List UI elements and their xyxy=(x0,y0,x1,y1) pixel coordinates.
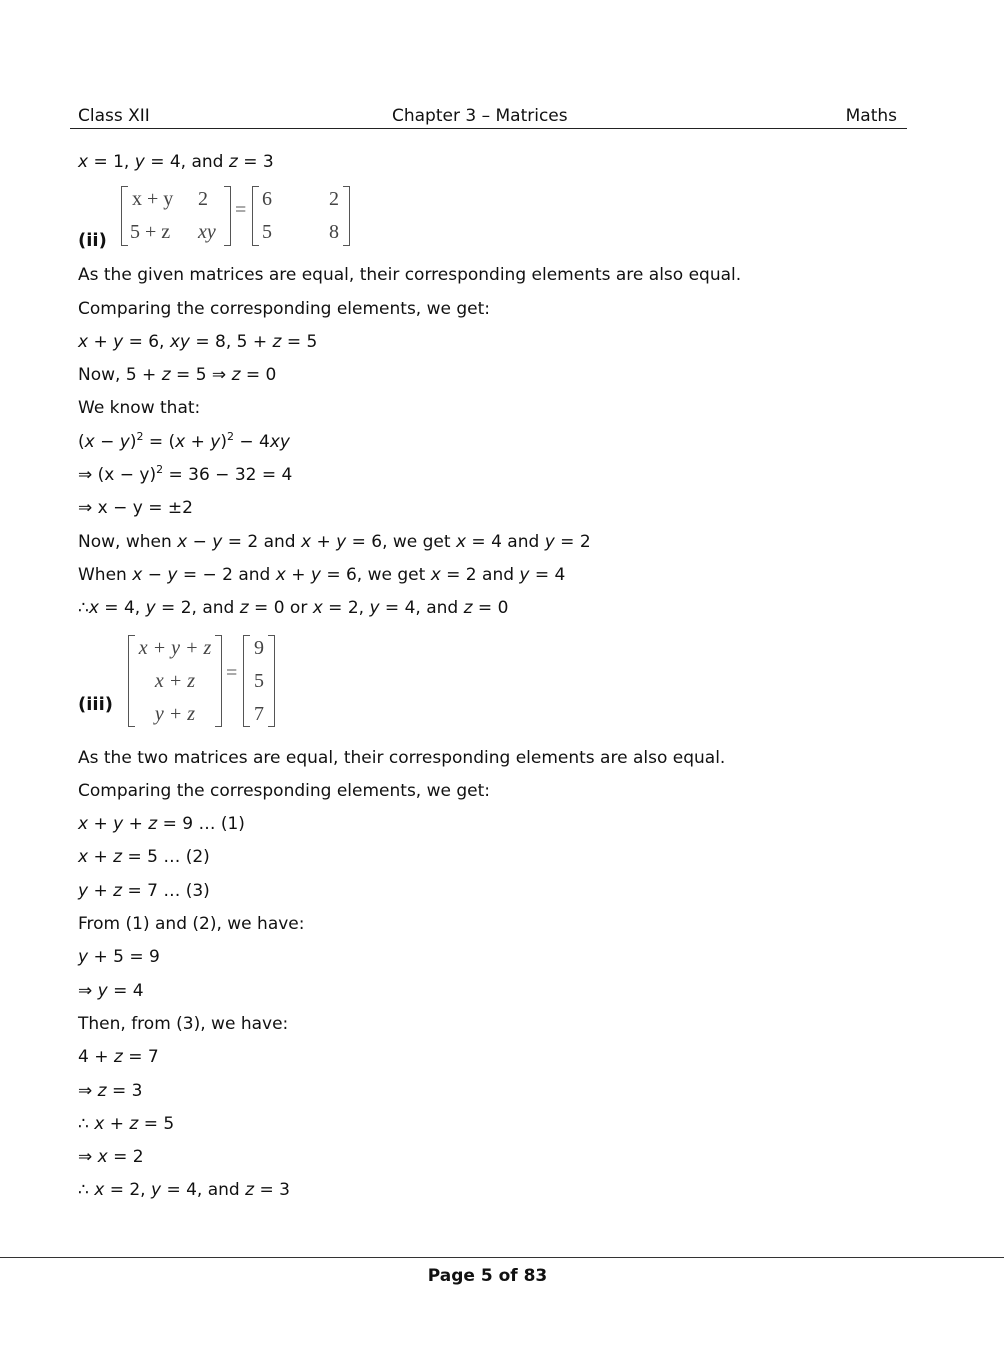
text-segment: We know that: xyxy=(78,398,201,419)
text-segment: + xyxy=(88,880,114,901)
text-segment: − xyxy=(94,431,120,452)
math-variable: z xyxy=(113,880,123,901)
text-line xyxy=(78,146,938,179)
text-line xyxy=(78,392,938,425)
math-variable: y xyxy=(113,814,124,835)
text-line xyxy=(78,1041,938,1074)
text-segment: + xyxy=(285,564,311,585)
footer-divider xyxy=(0,1257,1004,1258)
math-variable: xy xyxy=(269,431,290,452)
matrix-cell: 2 xyxy=(198,188,208,211)
math-variable: y xyxy=(145,598,156,619)
text-segment: From (1) and (2), we have: xyxy=(78,914,305,935)
math-variable: x xyxy=(275,564,286,585)
math-variable: xy xyxy=(169,331,190,352)
matrix-right xyxy=(252,186,350,246)
math-variable: x xyxy=(301,531,312,552)
text-segment: + xyxy=(311,531,337,552)
text-line xyxy=(78,293,938,326)
text-line xyxy=(78,1141,938,1174)
text-line xyxy=(78,492,938,525)
text-segment: = 5 xyxy=(138,1113,175,1134)
matrix-cell: 2 xyxy=(329,188,339,211)
math-variable: z xyxy=(129,1113,139,1134)
text-segment: Then, from (3), we have: xyxy=(78,1013,289,1034)
text-segment: = ( xyxy=(143,431,176,452)
matrix-equation-ii xyxy=(78,179,938,259)
math-variable: x xyxy=(430,564,441,585)
matrix-cell: 5 xyxy=(254,669,264,692)
text-line xyxy=(78,975,938,1008)
text-line xyxy=(78,526,938,559)
text-block xyxy=(78,146,938,179)
text-segment: ∴ xyxy=(78,598,89,619)
text-segment: = 7 xyxy=(122,1047,159,1068)
matrix-cell: 5 + z xyxy=(130,221,171,244)
text-block xyxy=(78,742,938,1208)
text-segment: + xyxy=(88,331,114,352)
text-segment: ⇒ xyxy=(78,1147,98,1168)
text-line xyxy=(78,1008,938,1041)
text-segment: ∴ xyxy=(78,1180,95,1201)
text-segment: = 3 xyxy=(254,1180,290,1201)
math-variable: z xyxy=(463,598,473,619)
matrix-cell: 7 xyxy=(254,702,264,725)
text-segment: = 5 ⇒ xyxy=(170,365,232,386)
math-variable: z xyxy=(148,814,158,835)
document-body xyxy=(78,146,938,1208)
math-variable: y xyxy=(336,531,347,552)
header-divider xyxy=(70,128,907,129)
math-variable: x xyxy=(88,598,99,619)
matrix-left xyxy=(121,186,231,246)
text-segment: + xyxy=(88,847,114,868)
text-segment: = 2, and xyxy=(155,598,240,619)
math-variable: x xyxy=(455,531,467,552)
text-segment: − xyxy=(187,531,213,552)
math-variable: x xyxy=(94,1180,105,1201)
text-segment: = 4 xyxy=(107,980,144,1001)
text-line xyxy=(78,359,938,392)
part-label: (iii) xyxy=(78,693,113,715)
text-segment: = 6, we get xyxy=(346,531,456,552)
text-segment: ( xyxy=(78,431,85,452)
text-segment: = 8, 5 + xyxy=(190,331,273,352)
text-segment: = 2, xyxy=(104,1180,151,1201)
text-segment: = 4, and xyxy=(379,598,464,619)
text-line xyxy=(78,1108,938,1141)
math-variable: z xyxy=(272,331,282,352)
matrix-cell: 6 xyxy=(262,188,272,211)
text-segment: = 7 … (3) xyxy=(122,880,210,901)
math-variable: y xyxy=(310,564,321,585)
matrix-cell: 5 xyxy=(262,221,272,244)
matrix-cell: x + y + z xyxy=(138,636,212,659)
text-segment: ⇒ xyxy=(78,1080,98,1101)
matrix-cell: y + z xyxy=(154,702,196,725)
math-variable: x xyxy=(78,847,89,868)
text-line xyxy=(78,808,938,841)
text-segment: = 4, and xyxy=(161,1180,246,1201)
text-segment: = 4, and xyxy=(144,152,229,172)
matrix-left xyxy=(128,635,222,727)
text-line xyxy=(78,1075,938,1108)
math-variable: y xyxy=(210,431,221,452)
text-segment: = 2 xyxy=(554,531,591,552)
text-segment: = 3 xyxy=(106,1080,143,1101)
text-segment: = 2 xyxy=(107,1147,144,1168)
math-variable: x xyxy=(177,531,188,552)
text-segment: = 0 or xyxy=(248,598,313,619)
text-segment: ∴ xyxy=(78,1113,95,1134)
text-segment: When xyxy=(78,564,133,585)
math-variable: y xyxy=(134,152,145,172)
text-segment: ⇒ (x − y) xyxy=(78,465,157,486)
page-number: Page 5 of 83 xyxy=(427,1266,548,1286)
text-segment: = 5 … (2) xyxy=(122,847,210,868)
text-line xyxy=(78,326,938,359)
text-segment: = 2, xyxy=(322,598,370,619)
math-variable: z xyxy=(239,598,249,619)
text-block xyxy=(78,259,938,625)
text-line xyxy=(78,841,938,874)
equals-sign: = xyxy=(226,661,238,684)
text-line xyxy=(78,459,938,492)
math-variable: y xyxy=(519,564,530,585)
math-variable: y xyxy=(150,1180,162,1201)
text-segment: As the given matrices are equal, their corresponding elements are also equal. xyxy=(78,265,742,286)
matrix-cell: xy xyxy=(198,221,216,244)
text-segment: + xyxy=(88,814,114,835)
superscript: 2 xyxy=(226,429,234,443)
matrix-cell: x + z xyxy=(154,669,196,692)
text-segment: = 4 and xyxy=(466,531,545,552)
math-variable: z xyxy=(245,1180,255,1201)
superscript: 2 xyxy=(156,463,164,477)
math-variable: x xyxy=(84,431,95,452)
text-segment: = − 2 and xyxy=(177,564,276,585)
matrix-cell: 9 xyxy=(254,636,264,659)
math-variable: z xyxy=(161,365,171,386)
text-line xyxy=(78,742,938,775)
math-variable: z xyxy=(97,1080,107,1101)
math-variable: z xyxy=(231,365,241,386)
header-chapter: Chapter 3 – Matrices xyxy=(392,106,568,126)
text-segment: Now, 5 + xyxy=(78,365,162,386)
text-line xyxy=(78,592,938,625)
text-segment: = 36 − 32 = 4 xyxy=(163,465,293,486)
math-variable: x xyxy=(132,564,143,585)
math-variable: y xyxy=(97,980,108,1001)
math-variable: y xyxy=(167,564,178,585)
text-segment: ⇒ xyxy=(78,980,98,1001)
text-segment: = 6, we get xyxy=(320,564,431,585)
text-segment: ⇒ x − y = ±2 xyxy=(78,498,193,519)
text-segment: = 6, xyxy=(123,331,170,352)
matrix-right xyxy=(243,635,275,727)
part-label: (ii) xyxy=(78,230,107,252)
math-variable: y xyxy=(78,947,89,968)
text-segment: = 3 xyxy=(237,152,274,172)
math-variable: z xyxy=(228,152,238,172)
math-variable: x xyxy=(312,598,323,619)
math-variable: z xyxy=(113,1047,123,1068)
text-segment: 4 + xyxy=(78,1047,114,1068)
matrix-cell: 8 xyxy=(329,221,339,244)
text-segment: − xyxy=(142,564,168,585)
math-variable: x xyxy=(94,1113,105,1134)
text-segment: + xyxy=(185,431,211,452)
math-variable: y xyxy=(544,531,555,552)
text-line xyxy=(78,559,938,592)
text-segment: = 0 xyxy=(240,365,277,386)
text-segment: = 2 and xyxy=(222,531,302,552)
math-variable: y xyxy=(212,531,223,552)
text-line xyxy=(78,259,938,292)
text-line xyxy=(78,875,938,908)
text-segment: Comparing the corresponding elements, we get: xyxy=(78,298,491,319)
text-segment: As the two matrices are equal, their corresponding elements are also equal. xyxy=(78,747,726,768)
superscript: 2 xyxy=(136,429,144,443)
text-segment: = 9 … (1) xyxy=(157,814,245,835)
text-line xyxy=(78,1174,938,1207)
text-segment: = 5 xyxy=(281,331,318,352)
text-segment: = 1, xyxy=(88,152,135,172)
text-segment: Comparing the corresponding elements, we get: xyxy=(78,780,491,801)
math-variable: y xyxy=(113,331,124,352)
math-variable: z xyxy=(113,847,123,868)
text-segment: + xyxy=(123,814,149,835)
matrix-cell: x + y xyxy=(132,188,174,211)
header-class: Class XII xyxy=(78,106,150,126)
math-variable: x xyxy=(78,331,89,352)
text-line xyxy=(78,908,938,941)
text-segment: ) xyxy=(129,431,137,452)
text-segment: = 4, xyxy=(98,598,146,619)
math-variable: y xyxy=(78,880,89,901)
math-variable: x xyxy=(78,814,89,835)
text-segment: + 5 = 9 xyxy=(88,947,160,968)
text-line xyxy=(78,775,938,808)
text-segment: + xyxy=(104,1113,130,1134)
text-line xyxy=(78,426,938,459)
text-segment: = 2 and xyxy=(440,564,520,585)
text-line xyxy=(78,941,938,974)
equals-sign: = xyxy=(235,199,247,222)
text-segment: Now, when xyxy=(78,531,178,552)
text-segment: ) xyxy=(220,431,227,452)
text-segment: − 4 xyxy=(233,431,270,452)
header-subject: Maths xyxy=(845,106,897,126)
math-variable: y xyxy=(369,598,380,619)
math-variable: x xyxy=(175,431,186,452)
math-variable: y xyxy=(119,431,130,452)
matrix-equation-iii xyxy=(78,626,938,742)
math-variable: x xyxy=(97,1147,108,1168)
text-segment: = 0 xyxy=(472,598,509,619)
text-segment: = 4 xyxy=(529,564,566,585)
math-variable: x xyxy=(78,152,89,172)
